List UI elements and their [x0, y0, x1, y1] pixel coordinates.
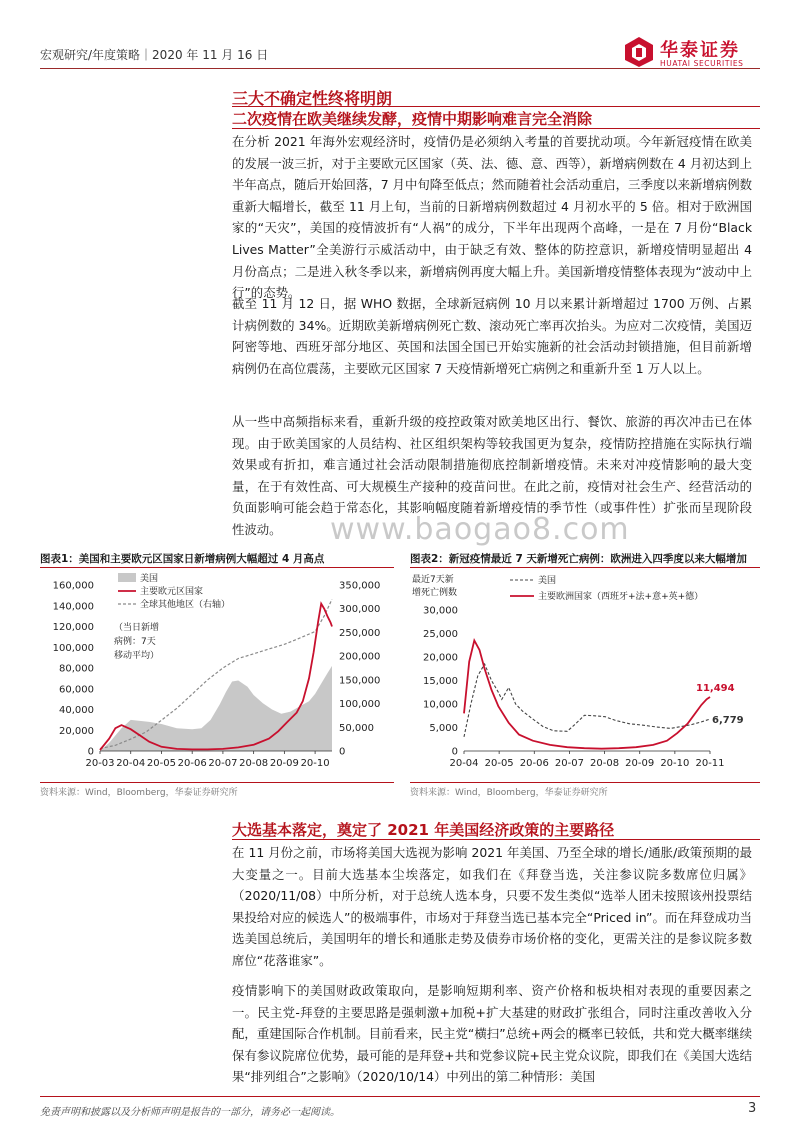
x-tick-label: 20-07	[554, 758, 584, 769]
brand-name-en: HUATAI SECURITIES	[660, 59, 744, 68]
paragraph: 疫情影响下的美国财政政策取向，是影响短期利率、资产价格和板块相对表现的重要因素之一。民主党-拜登的主要思路是强刺激+加税+扩大基建的财政扩张组合，同时注重改善收入分配，重建国际合作机制。目前看来，民主党“横扫”总统+两会的概率已较低，共和党大概率继续保有参议院席位优势，最可能的是拜登+共和党参议院+民主党众议院，即我们在《美国大选结果“排列组合”之影响》（2020/10/14）中列出的第二种情形：美国	[232, 983, 752, 1085]
y-tick-label: 140,000	[52, 601, 94, 613]
section-title: 三大不确定性终将明朗	[232, 89, 393, 108]
legend-us-swatch	[118, 573, 136, 582]
figure2-chart	[410, 570, 760, 782]
paragraph: 截至 11 月 12 日，据 WHO 数据，全球新冠病例 10 月以来累计新增超过 1700 万例、占累计病例数的 34%。近期欧美新增病例死亡数、滚动死亡率再次抬头。为应对二次疫情，美国迈阿密等地、西班牙部分地区、英国和法国全国已开始实施新的社会活动封锁措施，但目前新增病例仍在高位震荡，主要欧元区国家 7 天疫情新增死亡病例之和重新升至 1 万人以上。	[232, 296, 752, 376]
paragraph: 在 11 月份之前，市场将美国大选视为影响 2021 年美国、乃至全球的增长/通胀/政策预期的最大变量之一。目前大选基本尘埃落定，如我们在《拜登当选，关注参议院多数席位归属》（2020/11/08）中所分析，对于总统人选本身，只要不发生类似“选举人团未按照该州投票结果投给对应的候选人”的极端事件，市场对于拜登当选已基本完全“Priced in”。而在拜登成功当选美国总统后，美国明年的增长和通胀走势及债券市场价格的变化，更需关注的是参议院多数席位“花落谁家”。	[232, 845, 752, 968]
y-tick-label: 80,000	[59, 663, 94, 675]
europe-last-value: 11,494	[696, 682, 735, 694]
x-tick-label: 20-06	[177, 758, 207, 769]
report-header: 宏观研究/年度策略｜2020 年 11 月 16 日	[40, 48, 269, 62]
paragraph: 从一些中高频指标来看，重新升级的疫控政策对欧美地区出行、餐饮、旅游的再次冲击已在体现。由于欧美国家的人员结构、社区组织架构等较我国更为复杂，疫情防控措施在实际执行端效果或有折扣，难言通过社会活动限制措施彻底控制新增疫情。未来对冲疫情影响的最大变量，在于有效性高、可大规模生产接种的疫苗问世。在此之前，疫情对社会生产、经营活动的负面影响可能会趋于常态化，其影响幅度随着新增疫情的季节性（或事件性）扩张而呈现阶段性波动。	[232, 414, 752, 537]
paragraph: 在分析 2021 年海外宏观经济时，疫情仍是必须纳入考量的首要扰动项。今年新冠疫情在欧美的发展一波三折，对于主要欧元区国家（英、法、德、意、西等），新增病例数在 4 月初达到上半年高点，随后开始回落，7 月中旬降至低点；然而随着社会活动重启，三季度以来新增病例数重新大幅增长，截至 11 月上旬，当前的日新增病例数超过 4 月初水平的 5 倍。相对于欧洲国家的“天灾”，美国的疫情波折有“人祸”的成分，下半年出现两个高峰，一是在 7 月份“Black Lives Matter”全美游行示威活动中，由于缺乏有效、整体的防控意识，新增疫情明显超出 4 月份高点；二是进入秋冬季以来，新增病例再度大幅上升。美国新增疫情整体表现为“波动中上行”的态势。	[232, 134, 752, 301]
y-tick-label: 25,000	[423, 629, 458, 640]
brand-name: 华泰证券	[660, 40, 740, 61]
y-tick-label: 100,000	[52, 642, 94, 654]
x-tick-label: 20-10	[660, 758, 690, 769]
legend-us: 美国	[538, 576, 557, 586]
figure2-source: 资料来源：Wind，Bloomberg，华泰证券研究所	[410, 788, 608, 798]
x-tick-label: 20-09	[625, 758, 655, 769]
section-subtitle-rule	[232, 128, 760, 129]
section-subtitle: 二次疫情在欧美继续发酵，疫情中期影响难言完全消除	[232, 110, 593, 128]
figure1-source: 资料来源：Wind，Bloomberg，华泰证券研究所	[40, 788, 238, 798]
y2-tick-label: 350,000	[339, 580, 381, 592]
annotation-line: 移动平均）	[114, 651, 160, 661]
section2-title-rule	[232, 839, 760, 840]
legend-europe: 主要欧洲国家（西班牙+法+意+英+德）	[538, 592, 704, 602]
europe-line	[464, 641, 710, 749]
x-tick-label: 20-05	[146, 758, 176, 769]
figure1-rule	[40, 567, 394, 568]
y2-tick-label: 150,000	[339, 675, 381, 687]
annotation-line: （当日新增	[114, 623, 160, 633]
page-number: 3	[748, 1101, 757, 1116]
x-tick-label: 20-04	[449, 758, 479, 769]
figure1-bottom-rule	[40, 782, 394, 783]
x-tick-label: 20-06	[519, 758, 549, 769]
figure1-chart	[40, 570, 394, 782]
y-tick-label: 15,000	[423, 676, 458, 687]
section2-title: 大选基本落定，奠定了 2021 年美国经济政策的主要路径	[232, 821, 615, 839]
x-tick-label: 20-10	[300, 758, 330, 769]
watermark: www.baogao8.com	[330, 512, 630, 547]
annotation-line: 病例：7天	[114, 637, 156, 647]
us-line	[464, 664, 710, 737]
y-tick-label: 30,000	[423, 605, 458, 617]
y2-tick-label: 200,000	[339, 651, 381, 663]
y-tick-label: 0	[87, 746, 94, 758]
legend-us: 美国	[140, 574, 159, 584]
y2-tick-label: 250,000	[339, 627, 381, 639]
x-tick-label: 20-07	[208, 758, 238, 769]
y-tick-label: 20,000	[423, 652, 458, 664]
y2-tick-label: 300,000	[339, 604, 381, 616]
y-tick-label: 10,000	[423, 699, 458, 711]
y-tick-label: 5,000	[429, 723, 458, 734]
huatai-logo-icon	[624, 36, 654, 68]
y-tick-label: 60,000	[59, 684, 94, 696]
header-divider	[40, 68, 760, 69]
figure2-bottom-rule	[410, 782, 760, 783]
y-tick-label: 40,000	[59, 705, 94, 716]
y-tick-label: 0	[451, 746, 458, 758]
us-last-value: 6,779	[712, 715, 744, 727]
x-tick-label: 20-08	[590, 758, 620, 769]
x-tick-label: 20-03	[85, 758, 115, 769]
figure1-title: 图表1：美国和主要欧元区国家日新增病例大幅超过 4 月高点	[40, 553, 325, 565]
y-tick-label: 160,000	[52, 580, 94, 592]
x-tick-label: 20-11	[695, 758, 725, 769]
figure2-title: 图表2：新冠疫情最近 7 天新增死亡病例：欧洲进入四季度以来大幅增加	[410, 553, 747, 565]
y-tick-label: 20,000	[59, 725, 94, 737]
figure2-rule	[410, 567, 760, 568]
y-tick-label: 120,000	[52, 622, 94, 633]
legend-euro: 主要欧元区国家	[140, 587, 204, 597]
us-area	[100, 666, 332, 751]
legend-global: 全球其他地区（右轴）	[140, 600, 231, 610]
x-tick-label: 20-09	[269, 758, 299, 769]
x-tick-label: 20-05	[484, 758, 514, 769]
footer-divider	[40, 1096, 760, 1097]
x-tick-label: 20-04	[116, 758, 146, 769]
y2-tick-label: 50,000	[339, 722, 374, 734]
section-title-rule	[232, 106, 760, 107]
y-axis-label: 增死亡例数	[412, 588, 458, 598]
y-axis-label: 最近7天新	[412, 575, 454, 585]
x-tick-label: 20-08	[239, 758, 269, 769]
y2-tick-label: 0	[339, 746, 346, 758]
disclaimer: 免责声明和披露以及分析师声明是报告的一部分，请务必一起阅读。	[40, 1107, 340, 1118]
y2-tick-label: 100,000	[339, 699, 381, 711]
